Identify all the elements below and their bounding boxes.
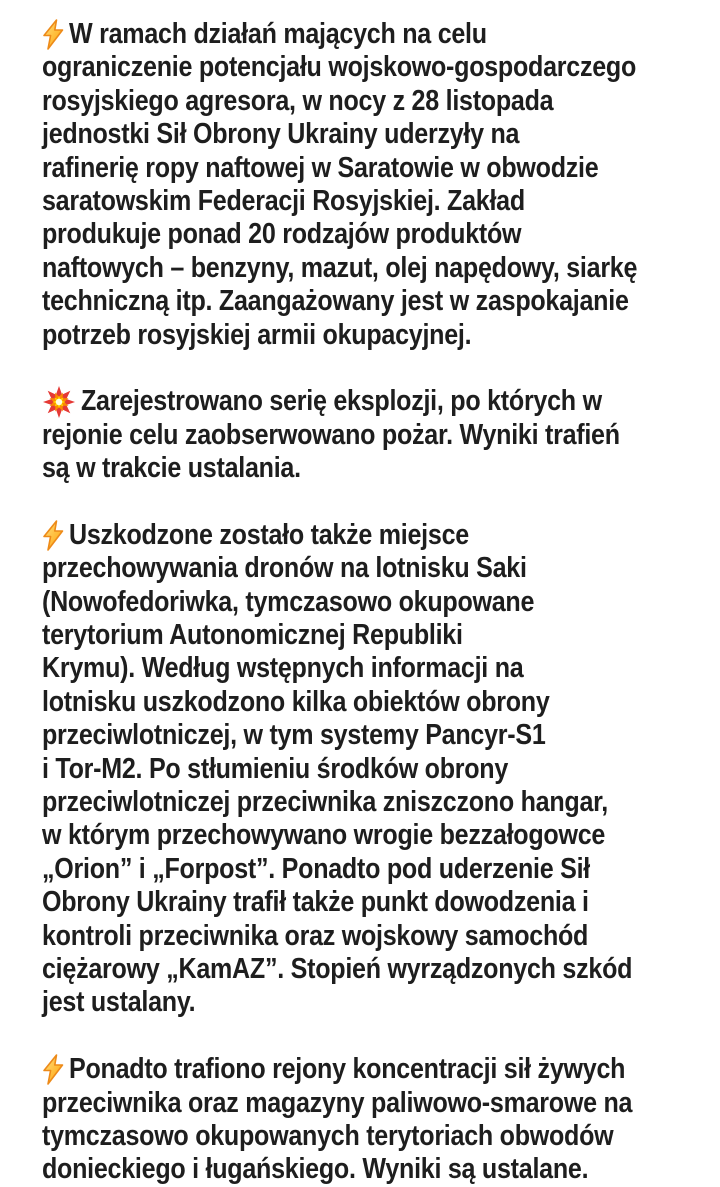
text-line bbox=[42, 753, 706, 786]
text-line bbox=[42, 652, 706, 685]
line-text: przechowywania dronów na lotnisku Saki bbox=[42, 552, 527, 585]
line-text: Obrony Ukrainy trafił także punkt dowodzenia i bbox=[42, 886, 589, 919]
text-line bbox=[42, 85, 706, 118]
text-line bbox=[42, 319, 706, 352]
text-line bbox=[42, 1120, 706, 1153]
line-text: przeciwlotniczej przeciwnika zniszczono hangar, bbox=[42, 785, 608, 818]
line-text: donieckiego i ługańskiego. Wyniki są ustalane. bbox=[42, 1153, 589, 1186]
line-text: Krymu). Według wstępnych informacji na bbox=[42, 652, 524, 685]
text-line bbox=[42, 586, 706, 619]
text-line bbox=[42, 986, 706, 1019]
text-line bbox=[42, 419, 706, 452]
line-text: potrzeb rosyjskiej armii okupacyjnej. bbox=[42, 318, 472, 351]
line-text: „Orion” i „Forpost”. Ponadto pod uderzenie Sił bbox=[42, 852, 590, 885]
text-line bbox=[42, 519, 706, 552]
line-text: (Nowofedoriwka, tymczasowo okupowane bbox=[42, 585, 535, 618]
text-line bbox=[42, 786, 706, 819]
line-text: Ponadto trafiono rejony koncentracji sił żywych bbox=[69, 1053, 626, 1086]
text-line bbox=[42, 252, 706, 285]
line-text: rejonie celu zaobserwowano pożar. Wyniki trafień bbox=[42, 418, 620, 451]
line-text: produkuje ponad 20 rodzajów produktów bbox=[42, 218, 522, 251]
text-line bbox=[42, 552, 706, 585]
line-text: przeciwnika oraz magazyny paliwowo-smarowe na bbox=[42, 1086, 633, 1119]
line-text: ciężarowy „KamAZ”. Stopień wyrządzonych szkód bbox=[42, 952, 633, 985]
lightning-icon bbox=[42, 19, 64, 50]
line-text: w którym przechowywano wrogie bezzałogowce bbox=[42, 819, 606, 852]
paragraph bbox=[42, 519, 706, 1020]
line-text: terytorium Autonomicznej Republiki bbox=[42, 619, 463, 652]
text-line bbox=[42, 1053, 706, 1086]
line-text: i Tor-M2. Po stłumieniu środków obrony bbox=[42, 752, 509, 785]
text-line bbox=[42, 152, 706, 185]
text-line bbox=[42, 619, 706, 652]
line-text: ograniczenie potencjału wojskowo-gospodarczego bbox=[42, 51, 637, 84]
text-line bbox=[42, 719, 706, 752]
text-line bbox=[42, 886, 706, 919]
text-line bbox=[42, 1153, 706, 1186]
line-text: jednostki Sił Obrony Ukrainy uderzyły na bbox=[42, 118, 520, 151]
text-line bbox=[42, 686, 706, 719]
line-text: techniczną itp. Zaangażowany jest w zaspokajanie bbox=[42, 285, 629, 318]
line-text: są w trakcie ustalania. bbox=[42, 452, 301, 485]
paragraph bbox=[42, 385, 706, 485]
text-line bbox=[42, 118, 706, 151]
text-line bbox=[42, 819, 706, 852]
line-text: naftowych – benzyny, mazut, olej napędowy, siarkę bbox=[42, 251, 638, 284]
line-text: przeciwlotniczej, w tym systemy Pancyr-S1 bbox=[42, 719, 546, 752]
lightning-icon bbox=[42, 1054, 64, 1085]
collision-icon bbox=[42, 385, 76, 419]
line-text: tymczasowo okupowanych terytoriach obwodów bbox=[42, 1119, 614, 1152]
paragraph bbox=[42, 1053, 706, 1187]
text-line bbox=[42, 385, 706, 418]
text-line bbox=[42, 1087, 706, 1120]
text-line bbox=[42, 285, 706, 318]
text-line bbox=[42, 18, 706, 51]
line-text: saratowskim Federacji Rosyjskiej. Zakład bbox=[42, 184, 525, 217]
text-line bbox=[42, 185, 706, 218]
line-text: rosyjskiego agresora, w nocy z 28 listopada bbox=[42, 84, 554, 117]
text-line bbox=[42, 953, 706, 986]
text-line bbox=[42, 853, 706, 886]
line-text: kontroli przeciwnika oraz wojskowy samochód bbox=[42, 919, 589, 952]
line-text: Uszkodzone zostało także miejsce bbox=[69, 518, 469, 551]
line-text: Zarejestrowano serię eksplozji, po których w bbox=[81, 385, 602, 418]
text-line bbox=[42, 920, 706, 953]
lightning-icon bbox=[42, 520, 64, 551]
line-text: W ramach działań mających na celu bbox=[69, 18, 487, 50]
line-text: jest ustalany. bbox=[42, 986, 196, 1019]
line-text: lotnisku uszkodzono kilka obiektów obrony bbox=[42, 685, 550, 718]
text-line bbox=[42, 51, 706, 84]
text-line bbox=[42, 218, 706, 251]
text-line bbox=[42, 452, 706, 485]
line-text: rafinerię ropy naftowej w Saratowie w obwodzie bbox=[42, 151, 599, 184]
paragraph bbox=[42, 18, 706, 352]
